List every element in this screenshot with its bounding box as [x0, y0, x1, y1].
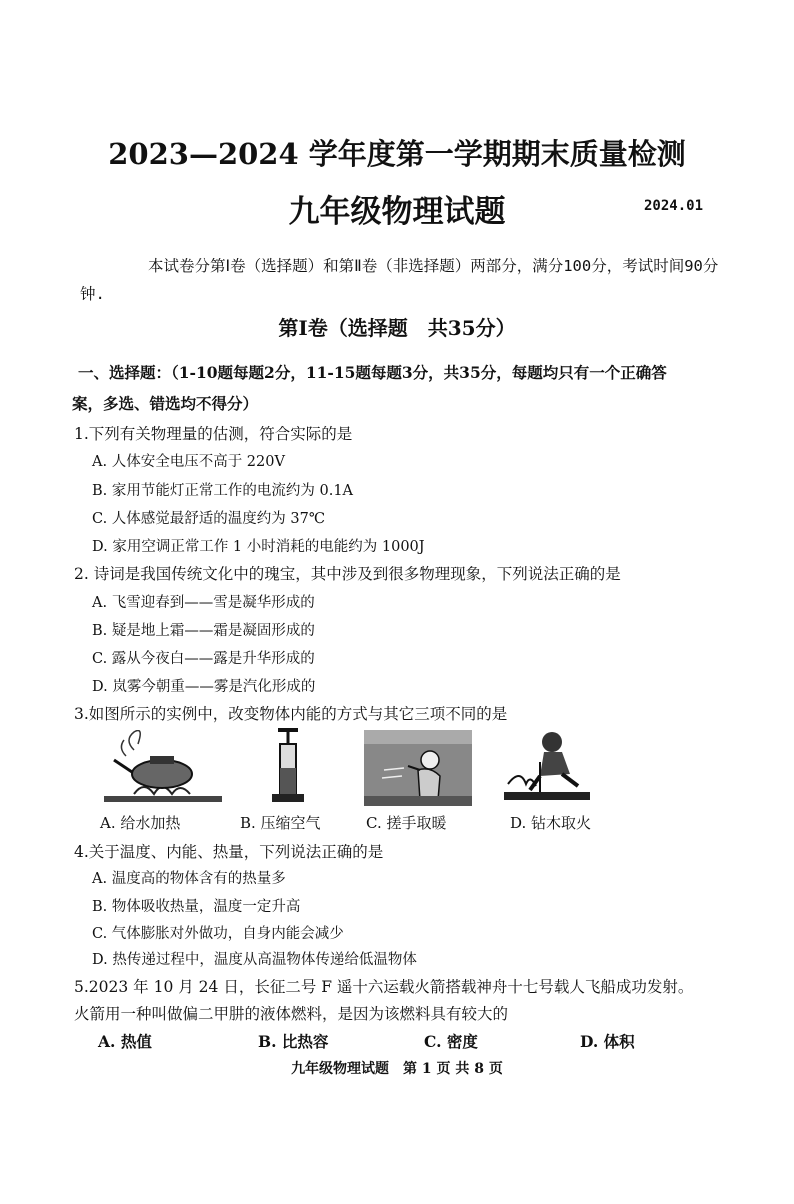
- question-5-stem-line-2: 火箭用一种叫做偏二甲肼的液体燃料，是因为该燃料具有较大的: [74, 1005, 509, 1023]
- question-4-option-b: B. 物体吸收热量，温度一定升高: [92, 899, 301, 915]
- question-4-option-d: D. 热传递过程中，温度从高温物体传递给低温物体: [92, 952, 417, 968]
- question-1-option-a: A. 人体安全电压不高于 220V: [92, 454, 285, 470]
- figure-caption-b: B. 压缩空气: [240, 814, 321, 832]
- question-1-option-d: D. 家用空调正常工作 1 小时消耗的电能约为 1000J: [92, 539, 425, 555]
- question-4-stem: 4.关于温度、内能、热量，下列说法正确的是: [74, 843, 384, 861]
- question-1-option-b: B. 家用节能灯正常工作的电流约为 0.1A: [92, 483, 354, 499]
- question-5-option-c: C. 密度: [424, 1032, 478, 1051]
- instructions-line-1: 一、选择题：（1-10题每题2分，11-15题每题3分，共35分，每题均只有一个正确答: [78, 363, 667, 382]
- figure-caption-d: D. 钻木取火: [510, 814, 592, 832]
- figure-caption-a: A. 给水加热: [100, 814, 181, 832]
- exam-intro: 本试卷分第Ⅰ卷（选择题）和第Ⅱ卷（非选择题）两部分，满分100分，考试时间90分钟.: [80, 257, 719, 303]
- question-2-option-a: A. 飞雪迎春到——雪是凝华形成的: [92, 595, 315, 611]
- question-2-option-c: C. 露从今夜白——露是升华形成的: [92, 651, 315, 667]
- section-title: 第Ⅰ卷（选择题 共35分）: [278, 316, 516, 340]
- question-1-option-c: C. 人体感觉最舒适的温度约为 37℃: [92, 511, 326, 527]
- question-2-stem: 2. 诗词是我国传统文化中的瑰宝，其中涉及到很多物理现象，下列说法正确的是: [74, 565, 621, 583]
- rubbing-hands-illustration: [364, 730, 472, 806]
- question-2-option-b: B. 疑是地上霜——霜是凝固形成的: [92, 623, 315, 639]
- question-4-option-a: A. 温度高的物体含有的热量多: [92, 871, 286, 887]
- exam-subtitle: 九年级物理试题: [288, 194, 506, 230]
- exam-date: 2024.01: [644, 198, 704, 214]
- question-5-option-d: D. 体积: [580, 1032, 635, 1051]
- kettle-heating-illustration: [104, 730, 222, 806]
- question-4-option-c: C. 气体膨胀对外做功，自身内能会减少: [92, 926, 344, 942]
- question-5-option-b: B. 比热容: [258, 1032, 329, 1051]
- figure-caption-c: C. 搓手取暖: [366, 814, 447, 832]
- page-footer: 九年级物理试题 第 1 页 共 8 页: [291, 1061, 503, 1077]
- exam-title: 2023—2024 学年度第一学期期末质量检测: [108, 137, 686, 171]
- question-2-option-d: D. 岚雾今朝重——雾是汽化形成的: [92, 679, 316, 695]
- question-3-stem: 3.如图所示的实例中，改变物体内能的方式与其它三项不同的是: [74, 705, 508, 723]
- question-1-stem: 1.下列有关物理量的估测，符合实际的是: [74, 425, 353, 443]
- instructions-line-2: 案，多选、错选均不得分）: [72, 394, 259, 413]
- question-5-stem-line-1: 5.2023 年 10 月 24 日，长征二号 F 遥十六运载火箭搭载神舟十七号载人飞船成功发射。: [74, 978, 694, 996]
- air-compression-cylinder-illustration: [268, 728, 308, 806]
- drilling-wood-fire-illustration: [500, 728, 592, 804]
- question-5-option-a: A. 热值: [98, 1032, 152, 1051]
